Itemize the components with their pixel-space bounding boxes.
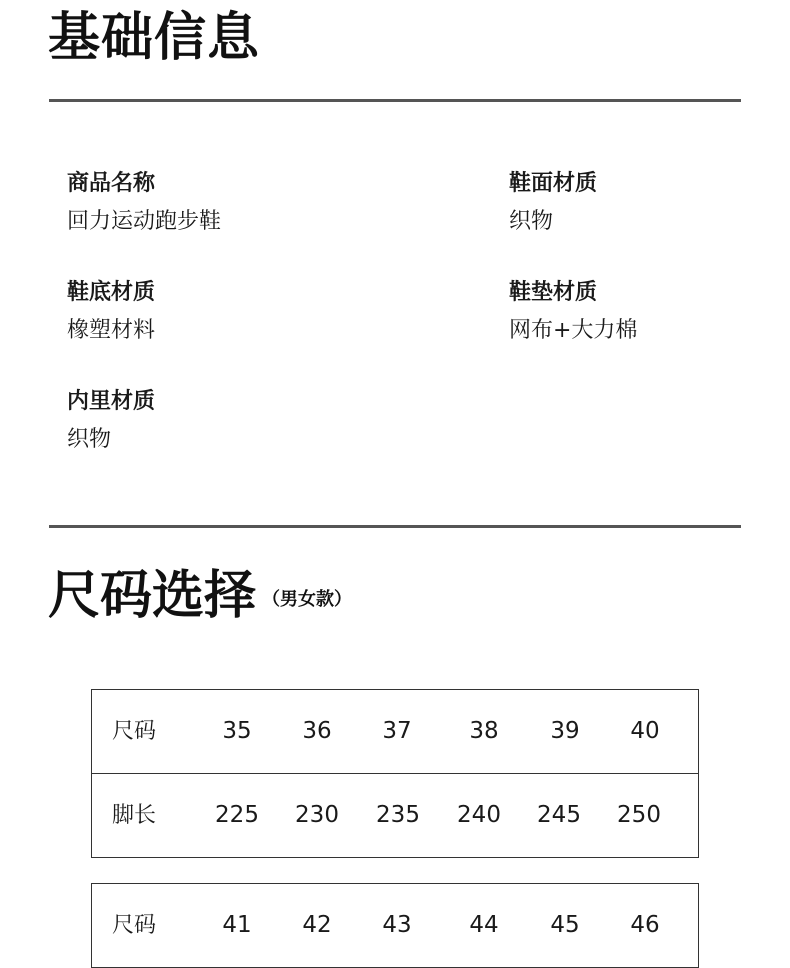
section-title-size xyxy=(48,564,352,632)
field-value: 网布+大力棉 xyxy=(509,318,638,343)
table-cell: 38 xyxy=(469,718,499,744)
field-lining-material xyxy=(67,388,155,454)
table-cell: 40 xyxy=(630,718,660,744)
table-cell: 240 xyxy=(457,802,501,828)
field-value: 织物 xyxy=(67,427,112,452)
table-cell: 235 xyxy=(376,802,420,828)
table-cell: 230 xyxy=(295,802,339,828)
field-value: 织物 xyxy=(509,209,554,234)
table-cell: 44 xyxy=(469,912,499,938)
field-label: 鞋面材质 xyxy=(509,171,598,196)
row-header: 尺码 xyxy=(112,913,157,938)
table-row-size xyxy=(92,884,698,967)
field-label: 鞋底材质 xyxy=(67,280,156,305)
field-label: 商品名称 xyxy=(67,171,156,196)
field-sole-material xyxy=(67,279,155,345)
table-cell: 46 xyxy=(630,912,660,938)
table-cell: 45 xyxy=(550,912,580,938)
table-cell: 245 xyxy=(537,802,581,828)
field-product-name xyxy=(67,170,221,236)
size-title-text: 尺码选择 xyxy=(48,565,257,626)
table-cell: 41 xyxy=(222,912,252,938)
size-table-2 xyxy=(91,883,699,968)
field-value: 橡塑材料 xyxy=(67,318,156,343)
field-label: 内里材质 xyxy=(67,389,156,414)
field-insole-material xyxy=(509,279,637,345)
table-cell: 36 xyxy=(302,718,332,744)
section-title-basic-info: 基础信息 xyxy=(48,7,261,68)
table-row-size xyxy=(92,690,698,773)
row-header: 尺码 xyxy=(112,719,157,744)
table-cell: 37 xyxy=(382,718,412,744)
size-table xyxy=(91,689,699,858)
table-cell: 43 xyxy=(382,912,412,938)
table-cell: 42 xyxy=(302,912,332,938)
table-cell: 225 xyxy=(215,802,259,828)
size-subtitle: （男女款） xyxy=(262,588,353,610)
field-upper-material xyxy=(509,170,597,236)
table-cell: 39 xyxy=(550,718,580,744)
table-cell: 35 xyxy=(222,718,252,744)
field-label: 鞋垫材质 xyxy=(509,280,598,305)
field-value: 回力运动跑步鞋 xyxy=(67,209,222,234)
table-row-foot-length xyxy=(92,773,698,857)
table-cell: 250 xyxy=(617,802,661,828)
divider-top xyxy=(49,99,741,102)
row-header: 脚长 xyxy=(112,803,157,828)
divider-middle xyxy=(49,525,741,528)
